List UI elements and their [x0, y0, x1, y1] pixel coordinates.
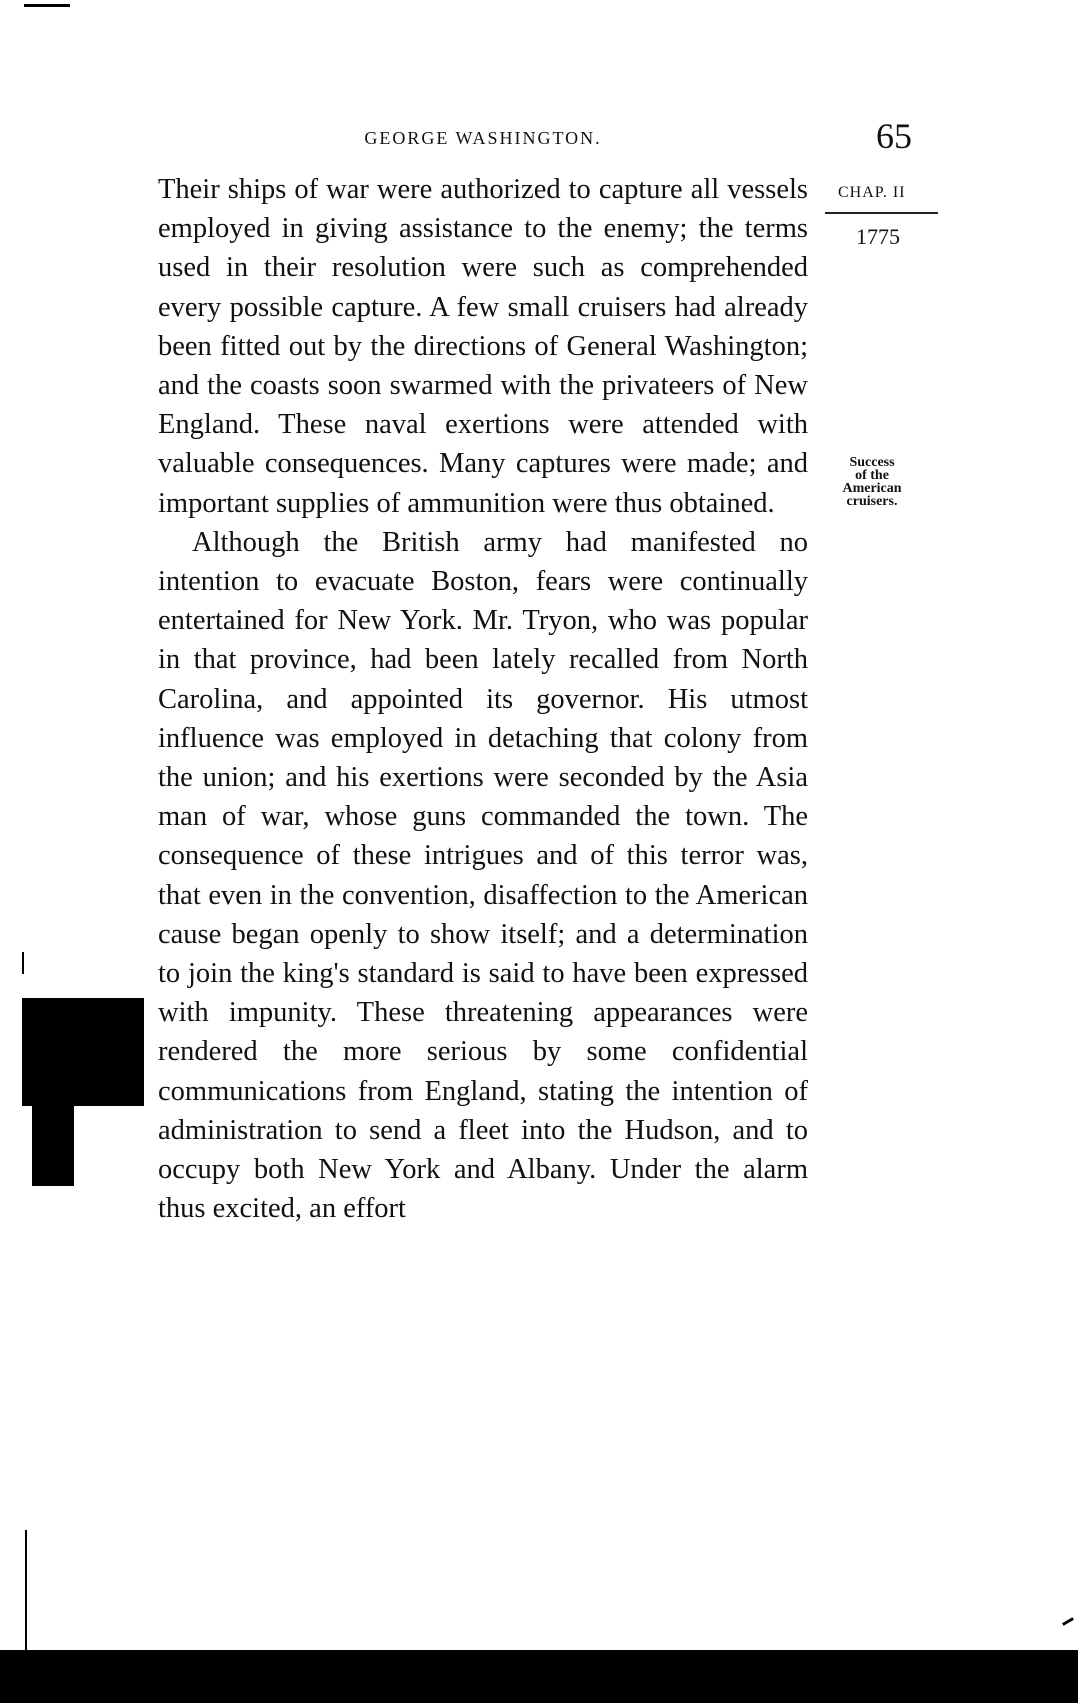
- page-number: 65: [876, 116, 912, 156]
- scan-artifact-blot-tail: [32, 1106, 74, 1186]
- paragraph: Although the British army had manifested no intention to evacuate Boston, fears were continually entertained for New York. Mr. Tryon, who was popular in that province, had been lately recalled from North Carolina, and appointed its governor. His utmost influence was employed in detaching that colony from the union; and his exertions were seconded by the Asia man of war, whose guns commanded the town. The consequence of these intrigues and of this terror was, that even in the convention, disaffection to the American cause began openly to show itself; and a determination to join the king's standard is said to have been expressed with impunity. These threatening appearances were rendered the more serious by some confidential communications from England, stating the intention of administration to send a fleet into the Hudson, and to occupy both New York and Albany. Under the alarm thus excited, an effort: [158, 526, 808, 1225]
- scan-artifact-line: [22, 952, 24, 974]
- scan-artifact: [24, 4, 70, 7]
- margin-year: 1775: [856, 224, 900, 249]
- chapter-marker: CHAP. II: [838, 184, 906, 201]
- running-head-title: GEORGE WASHINGTON.: [364, 128, 602, 148]
- scan-artifact-line: [25, 1530, 27, 1650]
- margin-divider: [825, 212, 938, 214]
- sidenote-line: cruisers.: [846, 494, 898, 509]
- scan-artifact-bottom-band: [0, 1650, 1078, 1703]
- scan-artifact-mark: [1062, 1617, 1074, 1626]
- sidenote-line: Success: [849, 455, 895, 470]
- marginal-sidenote: [822, 456, 922, 508]
- sidenote-line: American: [842, 481, 902, 496]
- body-text: [158, 170, 808, 1228]
- paragraph: Their ships of war were authorized to capture all vessels employed in giving assistance to the enemy; the terms used in their resolution were such as comprehended every possible capture. A few small cruisers had already been fitted out by the directions of General Washington; and the coasts soon swarmed with the privateers of New England. These naval exertions were attended with valuable consequences. Many captures were made; and important supplies of ammunition were thus obtained.: [158, 174, 808, 519]
- sidenote-line: of the: [855, 468, 889, 483]
- scan-artifact-blot: [22, 998, 144, 1106]
